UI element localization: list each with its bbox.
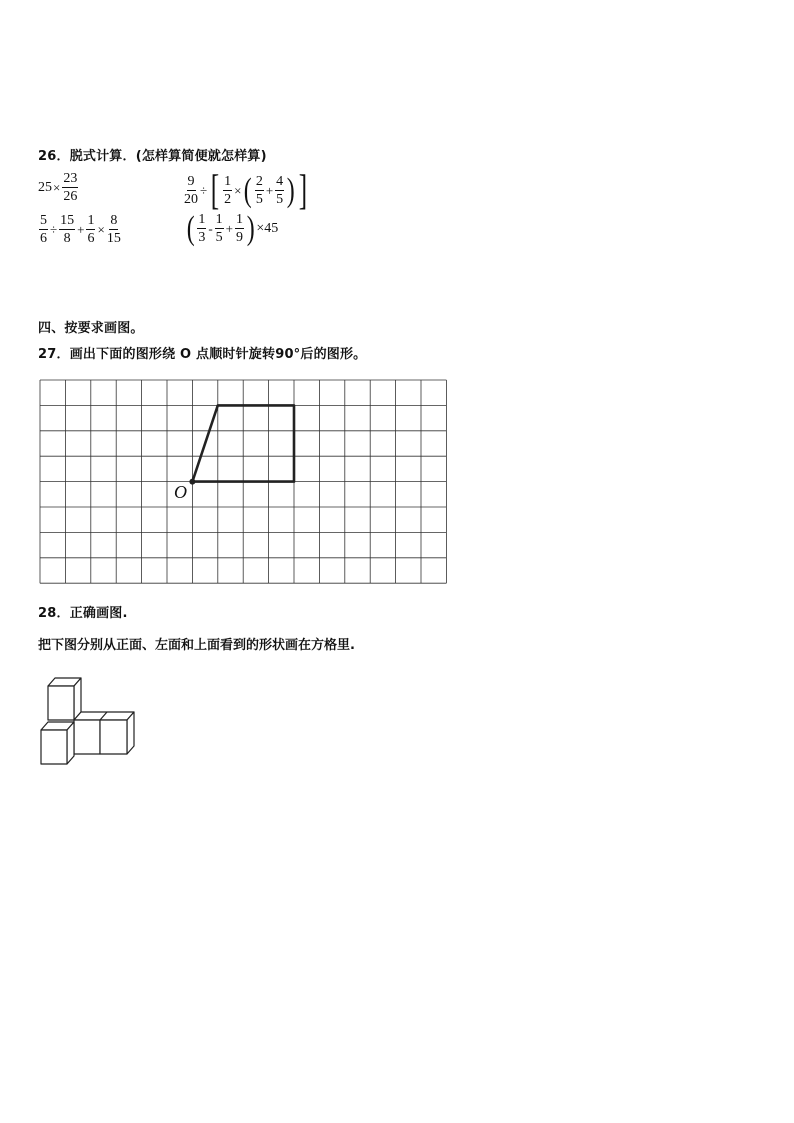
e4-b-num: 1 [215,212,223,227]
e2-b-den: 2 [224,192,232,207]
e3-b-num: 15 [60,213,75,228]
e4-c-den: 9 [236,230,244,245]
e2-a-den: 20 [184,192,198,207]
cube-left-front [41,730,67,764]
cube-row-side [127,712,134,754]
section-4-title: 四、按要求画图。 [38,321,144,336]
e3-d-den: 15 [106,231,121,246]
e3-c-den: 6 [87,231,95,246]
e2-b-num: 1 [224,174,232,189]
e2-a-num: 9 [187,174,195,189]
e2-left-bracket: [ [210,168,220,214]
e2-right-paren: ) [286,172,295,209]
e3-times: × [97,222,105,237]
origin-label: O [174,482,187,502]
e3-a-den: 6 [40,231,47,246]
e2-plus: + [265,183,274,198]
e4-tail: ×45 [256,221,279,236]
q27-title: 27．画出下面的图形绕 O 点顺时针旋转90°后的图形。 [38,347,367,362]
e3-plus: + [77,222,85,237]
e2-d-den: 5 [276,192,284,207]
e3-d-num: 8 [110,213,118,228]
e1-lead: 25 [38,180,52,195]
e3-c-num: 1 [87,213,95,228]
e1-den: 26 [63,189,78,204]
e2-div: ÷ [200,183,208,198]
e3-a-num: 5 [40,213,47,228]
q28-instruction: 把下图分别从正面、左面和上面看到的形状画在方格里. [38,638,355,653]
e4-plus: + [225,221,234,236]
e2-right-bracket: ] [299,168,308,214]
e2-d-num: 4 [276,174,284,189]
e3-div: ÷ [50,222,58,237]
e4-minus: - [208,221,213,236]
e3-b-den: 8 [63,231,71,246]
e1-num: 23 [63,171,78,186]
e4-right-paren: ) [246,210,255,247]
e4-c-num: 1 [236,212,244,227]
e2-left-paren: ( [244,172,253,209]
e4-b-den: 5 [215,230,223,245]
e2-times: × [234,183,242,198]
cube-front-3 [100,720,127,754]
e4-a-num: 1 [198,212,206,227]
cube-figure [36,672,140,768]
e4-left-paren: ( [186,210,195,247]
e1-op: × [53,180,61,195]
q28-title: 28．正确画图. [38,606,128,621]
cube-top-front [48,686,74,720]
e2-c-den: 5 [255,192,263,207]
origin-point [189,479,195,485]
cube-front-2 [74,720,100,754]
e4-a-den: 3 [198,230,206,245]
e2-c-num: 2 [255,174,263,189]
cube-left-side [67,722,74,764]
q26-title: 26．脱式计算．(怎样算简便就怎样算) [38,149,267,164]
